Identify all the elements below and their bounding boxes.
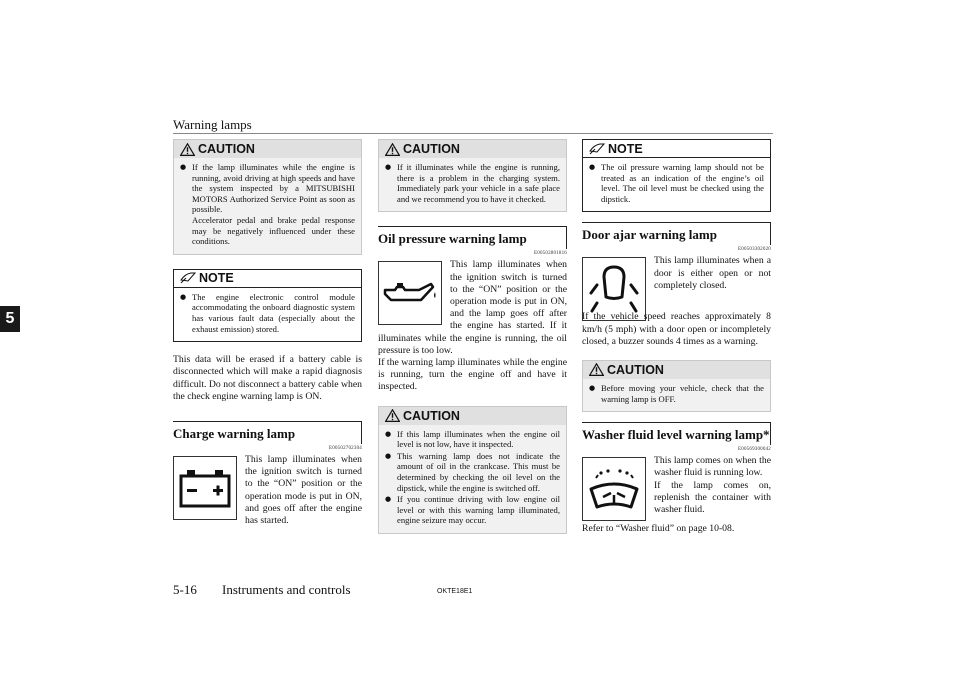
caution-bullet	[589, 383, 764, 404]
note-header	[174, 270, 361, 288]
section-code: E00502702304	[329, 445, 362, 451]
washer-fluid-icon	[582, 457, 646, 521]
bullet-dot-icon: ●	[385, 495, 392, 504]
section-title-text: Charge warning lamp	[173, 425, 296, 441]
warning-triangle-icon	[385, 409, 400, 422]
footer-chapter: Instruments and controls	[222, 582, 351, 597]
oil-lamp-block	[378, 259, 567, 357]
caution-bullet	[385, 451, 560, 493]
section-title-text: Oil pressure warning lamp	[378, 231, 527, 247]
header-rule	[173, 133, 773, 134]
washer-lamp-block	[582, 455, 771, 523]
bullet-dot-icon: ●	[385, 163, 392, 171]
bullet-text: The engine electronic control module accommodating the onboard diagnostic system has various fault data (especially about the exhaust emission) stored.	[192, 291, 355, 334]
bullet-dot-icon: ●	[589, 383, 596, 392]
caution-header	[379, 140, 566, 158]
chapter-tab: 5	[0, 306, 20, 332]
caution-box	[173, 139, 362, 255]
page-reference: Refer to “Washer fluid” on page 10-08.	[582, 523, 735, 535]
bullet-text: If this lamp illuminates when the engine oil level is not low, have it inspected.	[397, 428, 560, 450]
body-paragraph: If the lamp comes on, replenish the container with washer fluid.	[654, 479, 771, 515]
battery-icon	[173, 456, 237, 520]
warning-triangle-icon	[589, 363, 604, 376]
caution-header	[379, 407, 566, 425]
caution-label: CAUTION	[198, 142, 255, 156]
caution-header	[174, 140, 361, 158]
charge-lamp-block	[173, 454, 362, 527]
section-code: E00503302020	[738, 247, 771, 253]
section-title-text: Door ajar warning lamp	[582, 227, 717, 243]
body-paragraph: This lamp illuminates when the ignition switch is turned to the “ON” position or the operation mode is put in ON, and the lamp goes off after the engine has started. If it illuminates while the engine is running, the oil pressure is too low.	[378, 259, 567, 356]
body-paragraph: This lamp illuminates when a door is either open or not completely closed.	[654, 255, 771, 291]
bullet-text: If it illuminates while the engine is running, there is a problem in the charging system. Immediately park your vehicle in a safe place and we recommend you to have it checked.	[397, 162, 560, 204]
body-paragraph: If the vehicle speed reaches approximately 8 km/h (5 mph) with a door open or incompletely closed, a buzzer sounds 4 times as a warning.	[582, 311, 771, 347]
page-header-title: Warning lamps	[173, 117, 252, 132]
caution-bullet	[385, 429, 560, 450]
body-paragraph: If the warning lamp illuminates while the engine is running, turn the engine off and have it inspected.	[378, 357, 567, 393]
note-box	[173, 269, 362, 342]
note-label: NOTE	[199, 271, 234, 286]
bullet-text: Before moving your vehicle, check that the warning lamp is OFF.	[601, 382, 764, 404]
caution-bullet	[180, 162, 355, 247]
caution-label: CAUTION	[607, 362, 664, 377]
bullet-dot-icon: ●	[385, 429, 392, 438]
warning-triangle-icon	[385, 143, 400, 156]
body-paragraph: This lamp comes on when the washer fluid is running low.	[654, 455, 771, 479]
section-title	[378, 226, 567, 249]
caution-box	[582, 360, 771, 412]
caution-bullet	[385, 494, 560, 526]
section-title	[582, 222, 771, 245]
caution-box	[378, 139, 567, 212]
section-title	[173, 421, 362, 444]
note-bullet	[180, 292, 355, 334]
column-1	[173, 139, 362, 527]
note-bullet	[589, 162, 764, 204]
caution-box	[378, 406, 567, 534]
oil-can-icon	[378, 261, 442, 325]
bullet-text: The oil pressure warning lamp should not be treated as an indication of the engine’s oil level. The oil level must be checked using the dipstick.	[601, 162, 764, 204]
bullet-text: Accelerator pedal and brake pedal response may be negatively influenced under these conditions.	[192, 214, 355, 247]
bullet-dot-icon: ●	[385, 451, 392, 460]
note-pen-icon	[589, 143, 605, 155]
page-number: 5-16	[173, 582, 197, 597]
bullet-text: If you continue driving with low engine oil level or with this warning lamp illuminated, engine seizure may occur.	[397, 494, 560, 526]
caution-label: CAUTION	[403, 142, 460, 156]
caution-header	[583, 361, 770, 379]
column-2	[378, 139, 567, 544]
caution-label: CAUTION	[403, 408, 460, 423]
bullet-text: This warning lamp does not indicate the amount of oil in the crankcase. This must be determined by checking the oil level on the dipstick, while the engine is switched off.	[397, 450, 560, 493]
footer-doc-code: OKTE18E1	[437, 588, 473, 595]
section-code: E00502801816	[534, 251, 567, 257]
note-label: NOTE	[608, 141, 643, 156]
column-3	[582, 139, 771, 535]
body-paragraph: This data will be erased if a battery cable is disconnected which will make a rapid diagnosis difficult. Do not disconnect a battery cable when the check engine warning lamp is ON.	[173, 354, 362, 402]
note-header	[583, 140, 770, 158]
bullet-text: If the lamp illuminates while the engine is running, avoid driving at high speeds and have the system inspected by a MITSUBISHI MOTORS Authorized Service Point as soon as possible.	[192, 162, 355, 215]
bullet-dot-icon: ●	[180, 292, 187, 301]
section-title-text: Washer fluid level warning lamp*	[582, 427, 770, 443]
bullet-dot-icon: ●	[180, 163, 187, 171]
note-pen-icon	[180, 272, 196, 284]
bullet-dot-icon: ●	[589, 163, 596, 171]
caution-bullet	[385, 162, 560, 204]
body-paragraph: This lamp illuminates when the ignition switch is turned to the “ON” position or the operation mode is put in ON, and goes off after the engine has started.	[245, 453, 362, 526]
warning-triangle-icon	[180, 143, 195, 156]
section-code: E00569300042	[738, 447, 771, 453]
section-title	[582, 422, 771, 445]
note-box	[582, 139, 771, 212]
